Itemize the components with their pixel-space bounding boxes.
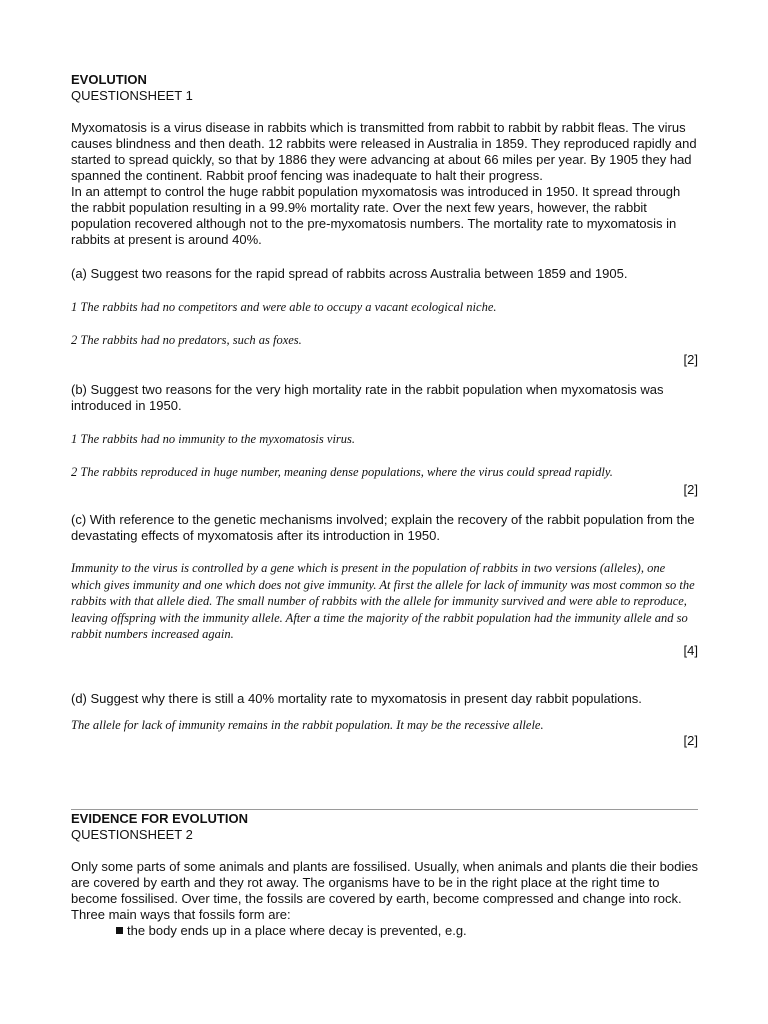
intro-paragraph-1: Myxomatosis is a virus disease in rabbits which is transmitted from rabbit to rabbit by rabbit fleas. The virus causes blindness and then death. 12 rabbits were released in Australia in 1859. They reproduced rapidly and started to spread quickly, so that by 1886 they were advancing at about 66 miles per year. By 1905 they had spanned the continent. Rabbit proof fencing was inadequate to halt their progress. (71, 120, 697, 183)
answer-d: The allele for lack of immunity remains in the rabbit population. It may be the recessive allele. (71, 717, 544, 732)
section-title: EVOLUTION (71, 72, 147, 87)
intro-paragraph: Only some parts of some animals and plants are fossilised. Usually, when animals and plants die their bodies are covered by earth and they rot away. The organisms have to be in the right place at the right time to become fossilised. Over time, the fossils are covered by earth, become compressed and change into rock. Three main ways that fossils form are: (71, 859, 698, 922)
section-subtitle: QUESTIONSHEET 1 (71, 88, 193, 103)
answer-b-1: 1 The rabbits had no immunity to the myxomatosis virus. (71, 432, 356, 446)
answer-a-1: 1 The rabbits had no competitors and were able to occupy a vacant ecological niche. (71, 300, 497, 314)
marks-b: [2] (683, 482, 698, 497)
question-a: (a) Suggest two reasons for the rapid spread of rabbits across Australia between 1859 and 1905. (71, 266, 628, 281)
answer-a-2: 2 The rabbits had no predators, such as foxes. (71, 332, 302, 347)
question-b: (b) Suggest two reasons for the very high mortality rate in the rabbit population when myxomatosis was introduced in 1950. (71, 382, 664, 413)
questionsheet-1 (71, 72, 698, 749)
question-c: (c) With reference to the genetic mechanisms involved; explain the recovery of the rabbit population from the devastating effects of myxomatosis after its introduction in 1950. (71, 512, 695, 543)
marks-c: [4] (683, 642, 698, 658)
section-title: EVIDENCE FOR EVOLUTION (71, 811, 248, 826)
answer-b-2: 2 The rabbits reproduced in huge number, meaning dense populations, where the virus could spread rapidly. (71, 464, 613, 479)
section-subtitle: QUESTIONSHEET 2 (71, 827, 193, 842)
list-item-text: the body ends up in a place where decay is prevented, e.g. (127, 923, 467, 938)
section-divider (71, 809, 698, 810)
bullet-square-icon (116, 927, 123, 934)
question-d: (d) Suggest why there is still a 40% mortality rate to myxomatosis in present day rabbit populations. (71, 690, 642, 706)
marks-a: [2] (683, 352, 698, 367)
marks-d: [2] (683, 733, 698, 748)
list-item (116, 923, 698, 939)
questionsheet-2 (71, 811, 698, 939)
intro-paragraph-2: In an attempt to control the huge rabbit population myxomatosis was introduced in 1950. It spread through the rabbit population resulting in a 99.9% mortality rate. Over the next few years, however, the rabbit population recovered although not to the pre-myxomatosis numbers. The mortality rate to myxomatosis in rabbits at present is around 40%. (71, 184, 681, 247)
answer-c: Immunity to the virus is controlled by a gene which is present in the population of rabbits in two versions (alleles), one which gives immunity and one which does not give immunity. At first the allele for lack of immunity was most common so the rabbits with that allele died. The small number of rabbits with the allele for immunity survived and were able to reproduce, leaving offspring with the immunity allele. After a time the majority of the rabbit population had the immunity allele and so rabbit numbers increased again. (71, 561, 695, 641)
